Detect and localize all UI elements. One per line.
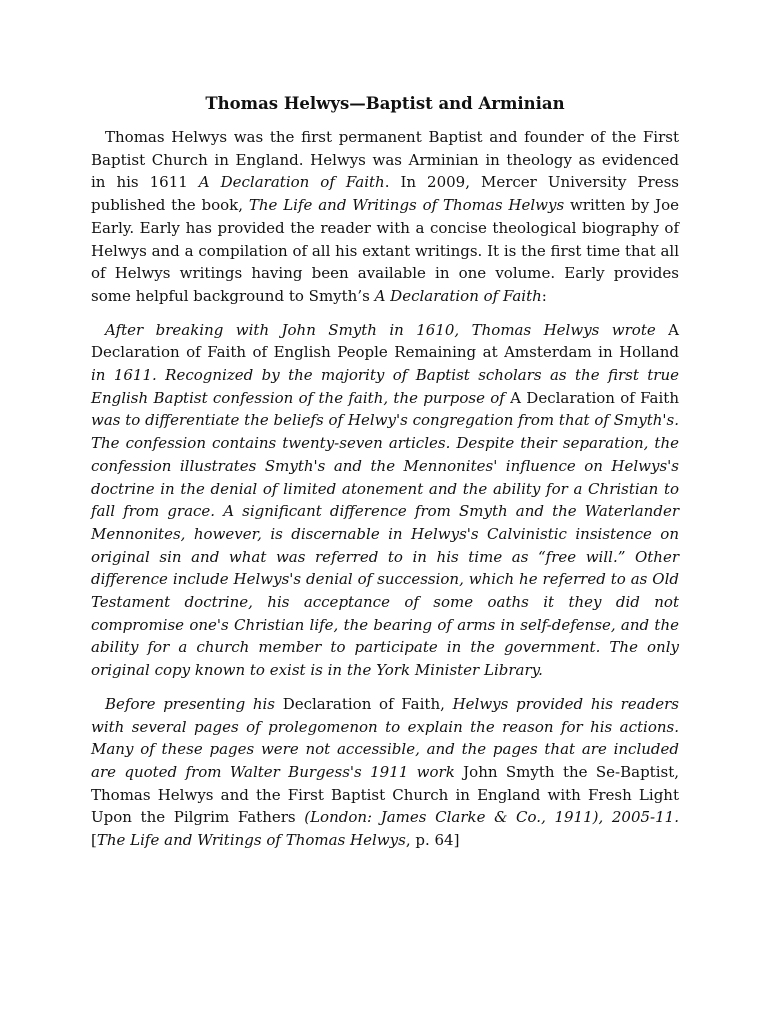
paragraph-intro-text-1: Thomas Helwys was the first permanent Baptist and founder of the First Baptist Church in England. Helwys was Arminian in theology as evidenced in his 1611 xyxy=(91,128,679,192)
quote2-text-1: Before presenting his xyxy=(105,694,283,713)
book-title-declaration: A Declaration of Faith xyxy=(198,173,385,192)
book-title-declaration-2: A Declaration of Faith xyxy=(374,286,542,305)
quote-text-2: in 1611. Recognized by the majority of Baptist scholars as the first true English Baptist confession of the faith, the purpose of xyxy=(91,366,679,407)
quote2-burgess-title: John Smyth the Se-Baptist, Thomas Helwys and the First Baptist Church in England with Fresh Light Upon the Pilgrim Fathers xyxy=(91,762,679,827)
document-page xyxy=(91,92,679,852)
quote-text-1: After breaking with John Smyth in 1610, Thomas Helwys wrote xyxy=(105,320,669,339)
block-quote xyxy=(91,319,679,682)
quote2-citation: (London: James Clarke & Co., 1911), 2005-11. xyxy=(295,808,679,827)
paragraph-intro xyxy=(91,126,679,308)
page-title: Thomas Helwys—Baptist and Arminian xyxy=(205,94,565,113)
quote2-text-2: Helwys provided his readers with several pages of prolegomenon to explain the reason for his actions. Many of these pages were not accessible, and the pages that are included are quoted from Walter Burgess's 1911 work xyxy=(91,694,679,781)
paragraph-intro-text-2: . In 2009, Mercer University Press published the book, xyxy=(91,173,679,215)
paragraph-intro-text-4: : xyxy=(541,286,547,305)
quote-text-3: was to differentiate the beliefs of Helwy's congregation from that of Smyth's. The confession contains twenty-seven articles. Despite their separation, the confession illustrates Smyth's and the Mennonites' influence on Helwys's doctrine in the denial of limited atonement and the ability for a Christian to fall from grace. A significant difference from Smyth and the Waterlander Mennonites, however, is discernable in Helwys's Calvinistic insistence on original sin and what was referred to in his time as “free will.” Other difference include Helwys's denial of succession, which he referred to as Old Testament doctrine, his acceptance of some oaths it they did not compromise one's Christian life, the bearing of arms in self-defense, and the ability for a church member to participate in the government. The only original copy known to exist is in the York Minister Library. xyxy=(91,411,679,680)
citation-page: , p. 64] xyxy=(405,831,460,850)
quote-book-title-short: A Declaration of Faith xyxy=(510,388,679,407)
paragraph-intro-text-3: written by Joe Early. Early has provided the reader with a concise theological biography of Helwys and a compilation of all his extant writings. It is the first time that all of Helwys writings having been available in one volume. Early provides some helpful background to Smyth’s xyxy=(91,196,680,305)
book-title-life-and-writings: The Life and Writings of Thomas Helwys xyxy=(248,196,565,215)
quote2-declaration: Declaration of Faith, xyxy=(282,694,445,713)
citation-book-title: The Life and Writings of Thomas Helwys xyxy=(96,831,406,850)
block-quote-continued xyxy=(91,693,679,852)
quote-book-title-full: A Declaration of Faith of English People Remaining at Amsterdam in Holland xyxy=(91,320,679,362)
citation-open-bracket: [ xyxy=(91,831,97,850)
